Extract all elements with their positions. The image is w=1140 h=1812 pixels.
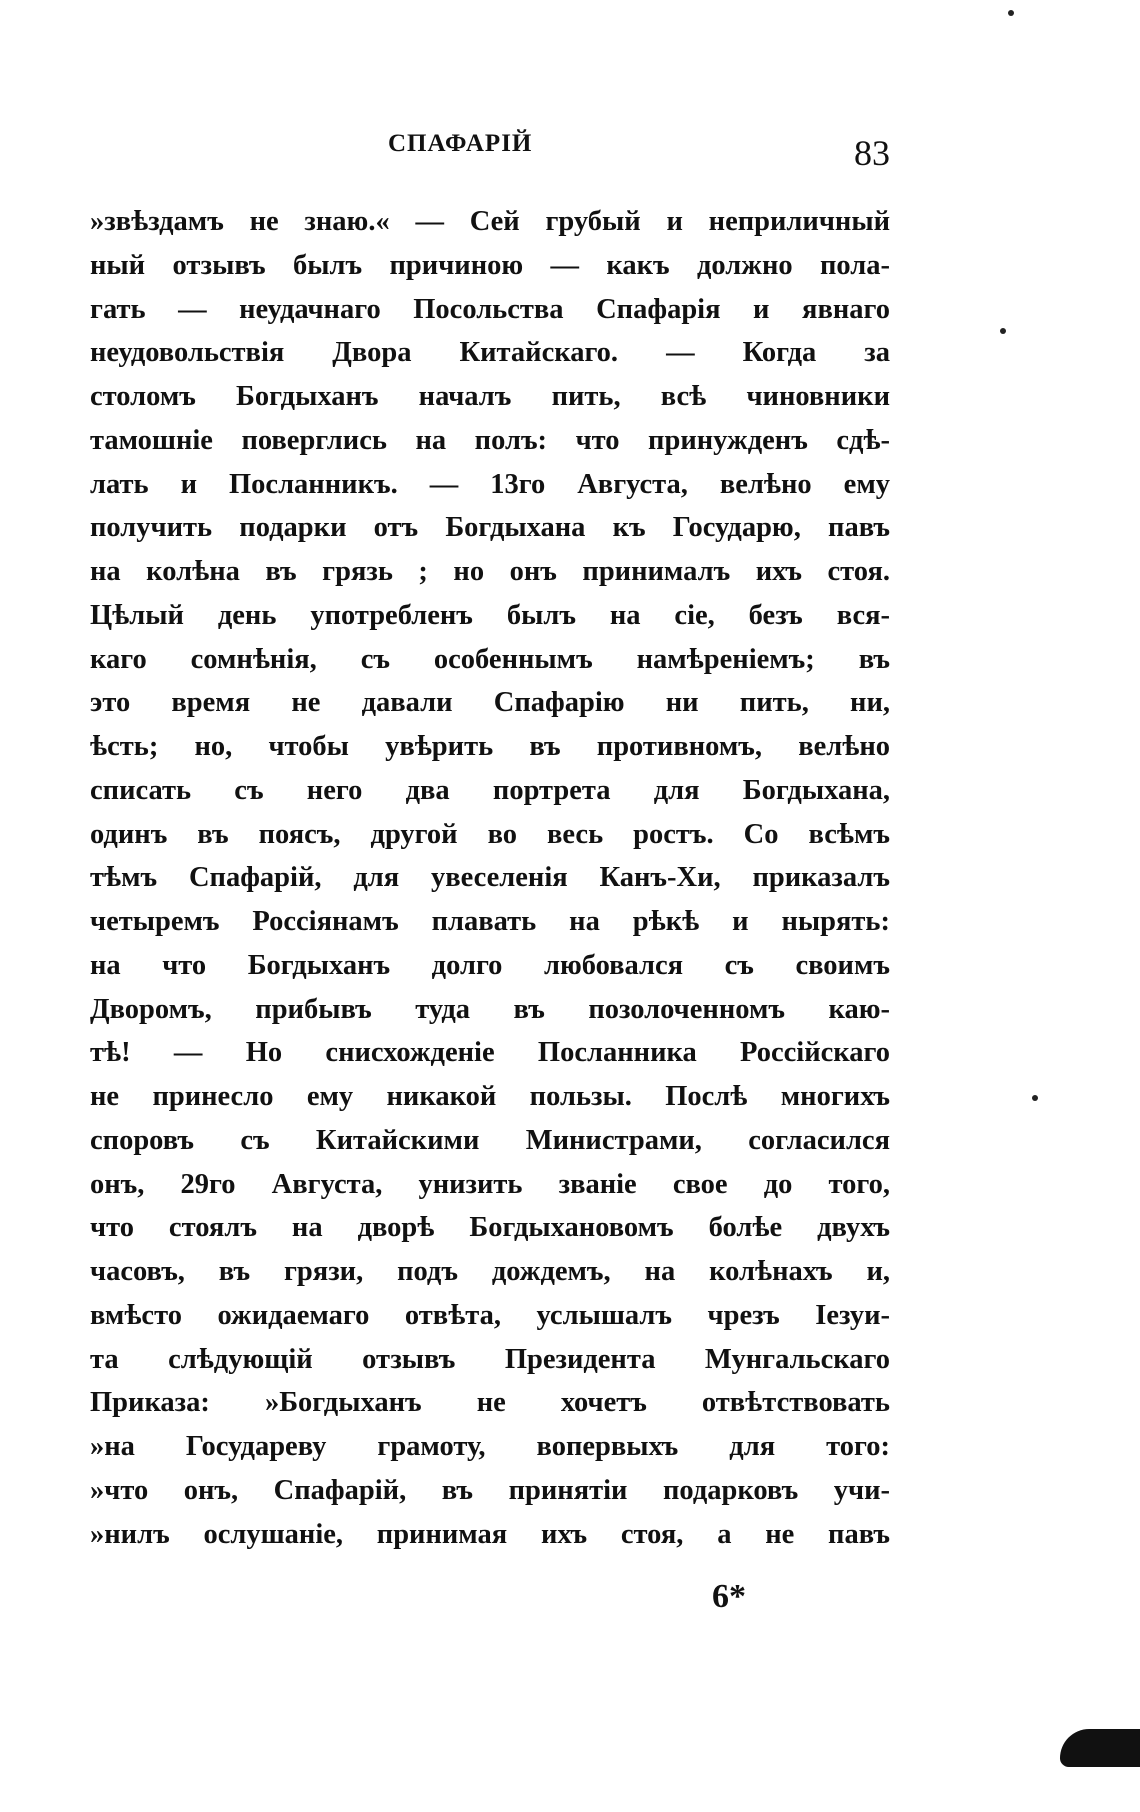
speck-mark: [1008, 10, 1014, 16]
text-line: каго сомнѣнія, съ особеннымъ намѣреніемъ; въ: [90, 643, 890, 675]
text-line: тѣмъ Спафарій, для увеселенія Канъ-Хи, приказалъ: [90, 862, 890, 894]
text-line: Приказа: »Богдыханъ не хочетъ отвѣтствовать: [90, 1387, 890, 1419]
text-line: »нилъ ослушаніе, принимая ихъ стоя, а не павъ: [90, 1518, 890, 1550]
text-line: часовъ, въ грязи, подъ дождемъ, на колѣнахъ и,: [90, 1256, 890, 1287]
text-line: гать — неудачнаго Посольства Спафарія и явнаго: [90, 293, 890, 325]
text-line: тамошніе поверглись на полъ: что принужденъ сдѣ-: [90, 424, 890, 456]
text-line: »звѣздамъ не знаю.« — Сей грубый и неприличный: [90, 206, 890, 237]
text-line: споровъ съ Китайскими Министрами, согласился: [90, 1124, 890, 1156]
text-line: ный отзывъ былъ причиною — какъ должно пола-: [90, 249, 890, 281]
text-line: лать и Посланникъ. — 13го Августа, велѣно ему: [90, 468, 890, 500]
body-text: [90, 200, 890, 1556]
text-line: ѣсть; но, чтобы увѣрить въ противномъ, велѣно: [90, 731, 890, 762]
running-head: СПАФАРІЙ: [388, 130, 533, 157]
text-line: Дворомъ, прибывъ туда въ позолоченномъ каю-: [90, 993, 890, 1025]
text-line: »что онъ, Спафарій, въ принятіи подарковъ учи-: [90, 1474, 890, 1506]
text-line: та слѣдующій отзывъ Президента Мунгальскаго: [90, 1343, 890, 1375]
text-line: получить подарки отъ Богдыхана къ Государю, павъ: [90, 512, 890, 544]
text-line: »на Государеву грамоту, вопервыхъ для того:: [90, 1431, 890, 1462]
text-line: на что Богдыханъ долго любовался съ своимъ: [90, 949, 890, 981]
text-line: Цѣлый день употребленъ былъ на сіе, безъ вся-: [90, 599, 890, 631]
text-line: столомъ Богдыханъ началъ пить, всѣ чиновники: [90, 381, 890, 412]
page-header: [90, 118, 890, 178]
text-line: четыремъ Россіянамъ плавать на рѣкѣ и нырять:: [90, 906, 890, 937]
signature-mark: 6*: [712, 1578, 746, 1615]
text-line: не принесло ему никакой пользы. Послѣ многихъ: [90, 1081, 890, 1112]
text-line: онъ, 29го Августа, унизить званіе свое до того,: [90, 1168, 890, 1200]
text-line: списать съ него два портрета для Богдыхана,: [90, 774, 890, 806]
text-line: одинъ въ поясъ, другой во весь ростъ. Со всѣмъ: [90, 818, 890, 850]
text-line: тѣ! — Но снисхожденіе Посланника Россійскаго: [90, 1037, 890, 1069]
text-line: это время не давали Спафарію ни пить, ни,: [90, 687, 890, 719]
text-line: что стоялъ на дворѣ Богдыхановомъ болѣе двухъ: [90, 1212, 890, 1244]
page-number: 83: [854, 133, 890, 173]
speck-mark: [1032, 1095, 1038, 1101]
scan-edge-mark: [1060, 1729, 1140, 1767]
text-line: на колѣна въ грязь ; но онъ принималъ ихъ стоя.: [90, 556, 890, 587]
text-line: вмѣсто ожидаемаго отвѣта, услышалъ чрезъ Іезуи-: [90, 1299, 890, 1331]
speck-mark: [1000, 328, 1006, 334]
text-line: неудовольствія Двора Китайскаго. — Когда за: [90, 337, 890, 369]
